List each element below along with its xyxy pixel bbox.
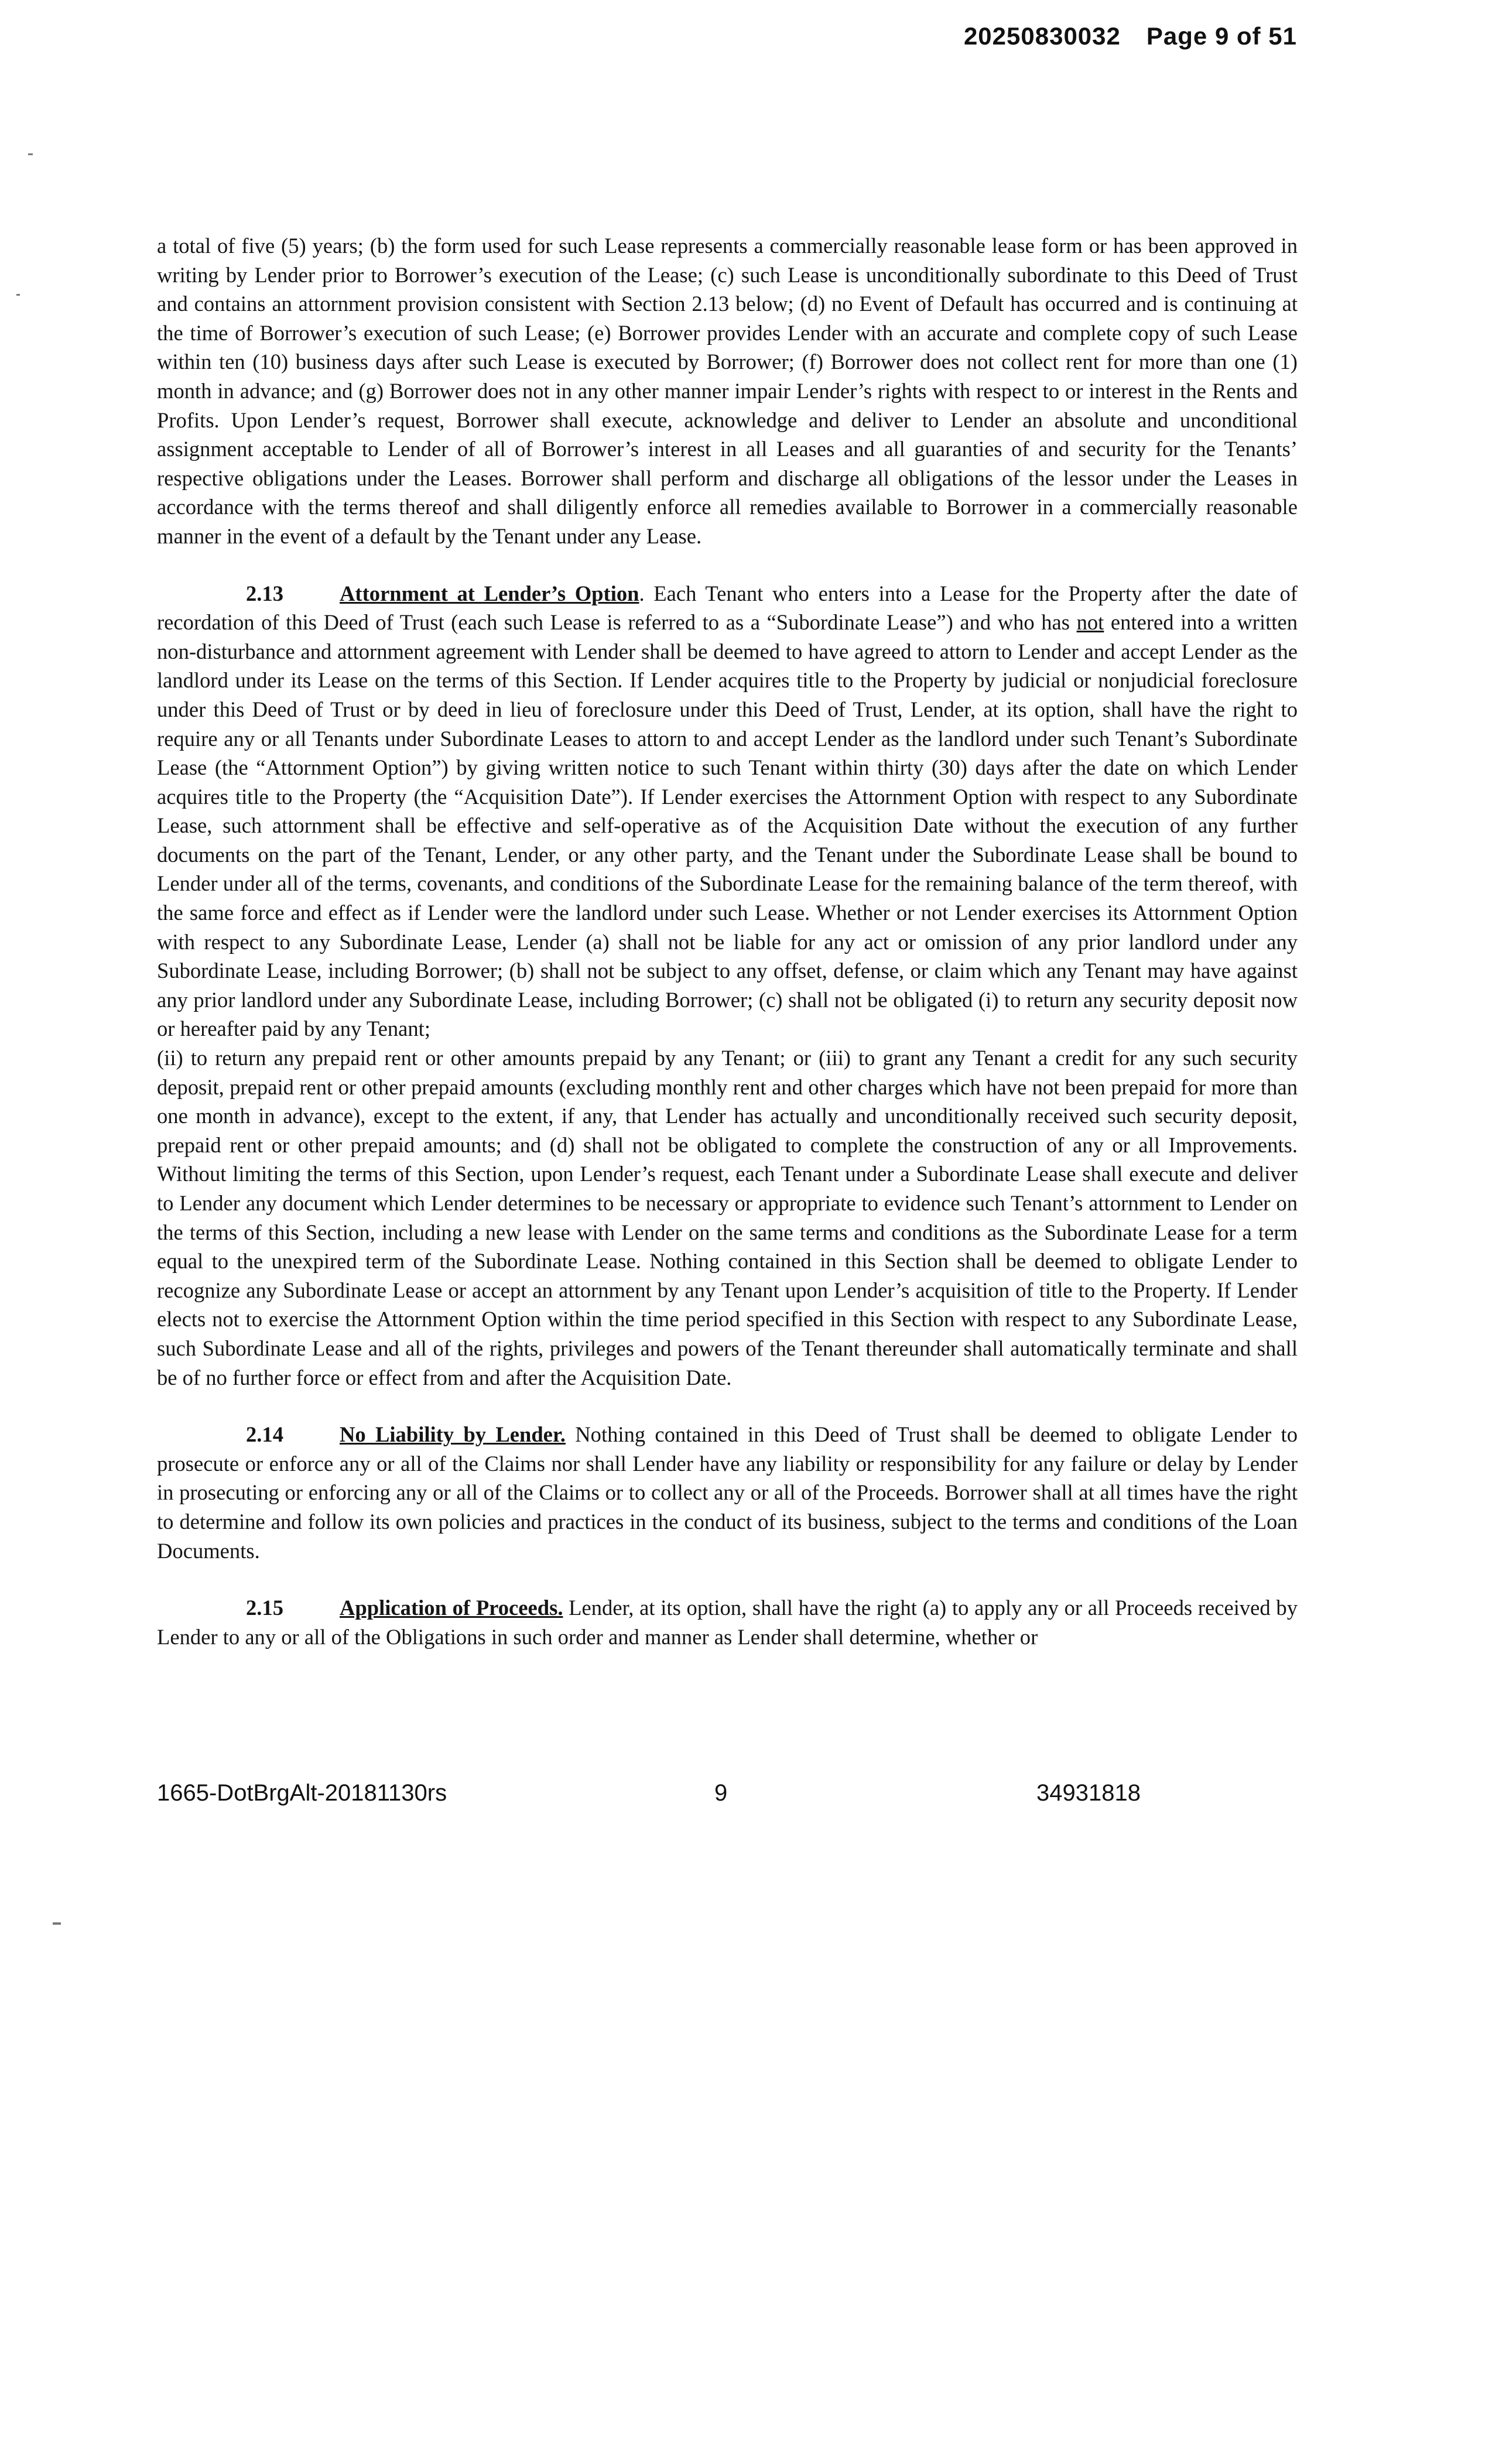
scan-speck (28, 153, 33, 155)
footer-control-number: 34931818 (1036, 1780, 1141, 1806)
scan-speck (16, 294, 20, 296)
footer-document-id: 1665-DotBrgAlt-20181130rs (157, 1780, 447, 1806)
recording-stamp (964, 22, 1297, 50)
section-2-15 (157, 1593, 1298, 1651)
section-text: Nothing contained in this Deed of Trust shall be deemed to obligate Lender to prosecute or enforce any or all of the Claims nor shall Lender have any liability or responsibility for any failure or delay by Lender in prosecuting or enforcing any or all of the Claims or to collect any or all of the Proceeds. Borrower shall at all times have the right to determine and follow its own policies and practices in the conduct of its business, subject to the terms and conditions of the Loan Documents. (157, 1422, 1298, 1563)
section-heading: Attornment at Lender’s Option (340, 581, 639, 605)
section-2-13 (157, 579, 1298, 1044)
document-number: 20250830032 (963, 22, 1121, 50)
section-2-13-continued: (ii) to return any prepaid rent or other amounts prepaid by any Tenant; or (iii) to grant any Tenant a credit for any such security deposit, prepaid rent or other prepaid amounts (excluding monthly rent and other charges which have not been prepaid for more than one month in advance), except to the extent, if any, that Lender has actually and unconditionally received such security deposit, prepaid rent or other prepaid amounts; and (d) shall not be obligated to complete the construction of any or all Improvements. Without limiting the terms of this Section, upon Lender’s request, each Tenant under a Subordinate Lease shall execute and deliver to Lender any document which Lender determines to be necessary or appropriate to evidence such Tenant’s attornment to Lender on the terms of this Section, including a new lease with Lender on the same terms and conditions as the Subordinate Lease for a term equal to the unexpired term of the Subordinate Lease. Nothing contained in this Section shall be deemed to obligate Lender to recognize any Subordinate Lease or accept an attornment by any Tenant upon Lender’s acquisition of title to the Property. If Lender elects not to exercise the Attornment Option within the time period specified in this Section with respect to any Subordinate Lease, such Subordinate Lease and all of the rights, privileges and powers of the Tenant thereunder shall automatically terminate and shall be of no further force or effect from and after the Acquisition Date. (157, 1046, 1298, 1390)
section-number: 2.14 (246, 1422, 284, 1447)
section-2-14 (157, 1420, 1298, 1565)
footer-page-number: 9 (714, 1780, 728, 1806)
section-text: entered into a written non-disturbance and attornment agreement with Lender shall be deemed to have agreed to attorn to Lender and accept Lender as the landlord under its Lease on the terms of this Section. If Lender acquires title to the Property by judicial or nonjudicial foreclosure under this Deed of Trust or by deed in lieu of foreclosure under this Deed of Trust, Lender, at its option, shall have the right to require any or all Tenants under Subordinate Leases to attorn to and accept Lender as the landlord under such Tenant’s Subordinate Lease (the “Attornment Option”) by giving written notice to such Tenant within thirty (30) days after the date on which Lender acquires title to the Property (the “Acquisition Date”). If Lender exercises the Attornment Option with respect to any Subordinate Lease, such attornment shall be effective and self-operative as of the Acquisition Date without the execution of any further documents on the part of the Tenant, Lender, or any other party, and the Tenant under the Subordinate Lease shall be bound to Lender under all of the terms, covenants, and conditions of the Subordinate Lease for the remaining balance of the term thereof, with the same force and effect as if Lender were the landlord under such Lease. Whether or not Lender exercises its Attornment Option with respect to any Subordinate Lease, Lender (a) shall not be liable for any act or omission of any prior landlord under any Subordinate Lease, including Borrower; (b) shall not be subject to any offset, defense, or claim which any Tenant may have against any prior landlord under any Subordinate Lease, including Borrower; (c) shall not be obligated (i) to return any security deposit now or hereafter paid by any Tenant; (157, 610, 1298, 1041)
paragraph-continuation: a total of five (5) years; (b) the form used for such Lease represents a commercially reasonable lease form or has been approved in writing by Lender prior to Borrower’s execution of the Lease; (c) such Lease is unconditionally subordinate to this Deed of Trust and contains an attornment provision consistent with Section 2.13 below; (d) no Event of Default has occurred and is continuing at the time of Borrower’s execution of such Lease; (e) Borrower provides Lender with an accurate and complete copy of such Lease within ten (10) business days after such Lease is executed by Borrower; (f) Borrower does not collect rent for more than one (1) month in advance; and (g) Borrower does not in any other manner impair Lender’s rights with respect to or interest in the Rents and Profits. Upon Lender’s request, Borrower shall execute, acknowledge and deliver to Lender an absolute and unconditional assignment acceptable to Lender of all of Borrower’s interest in all Leases and all guaranties of and security for the Tenants’ respective obligations under the Leases. Borrower shall perform and discharge all obligations of the lessor under the Leases in accordance with the terms thereof and shall diligently enforce all remedies available to Borrower in a commercially reasonable manner in the event of a default by the Tenant under any Lease. (157, 234, 1298, 548)
document-body (157, 231, 1298, 1679)
section-number: 2.15 (246, 1596, 284, 1620)
section-text: Lender, at its option, shall have the right (a) to apply any or all Proceeds received by Lender to any or all of the Obligations in such order and manner as Lender shall determine, whether or (157, 1596, 1298, 1649)
emphasis-not: not (1076, 610, 1104, 635)
section-heading: Application of Proceeds. (340, 1596, 563, 1620)
section-number: 2.13 (246, 581, 284, 605)
page-indicator: Page 9 of 51 (1146, 22, 1297, 50)
section-heading: No Liability by Lender. (340, 1422, 566, 1447)
scan-speck (53, 1922, 61, 1925)
section-text: . Each Tenant who enters into a Lease for the Property after the date of recordation of this Deed of Trust (each such Lease is referred to as a “Subordinate Lease”) and who has (157, 581, 1298, 635)
